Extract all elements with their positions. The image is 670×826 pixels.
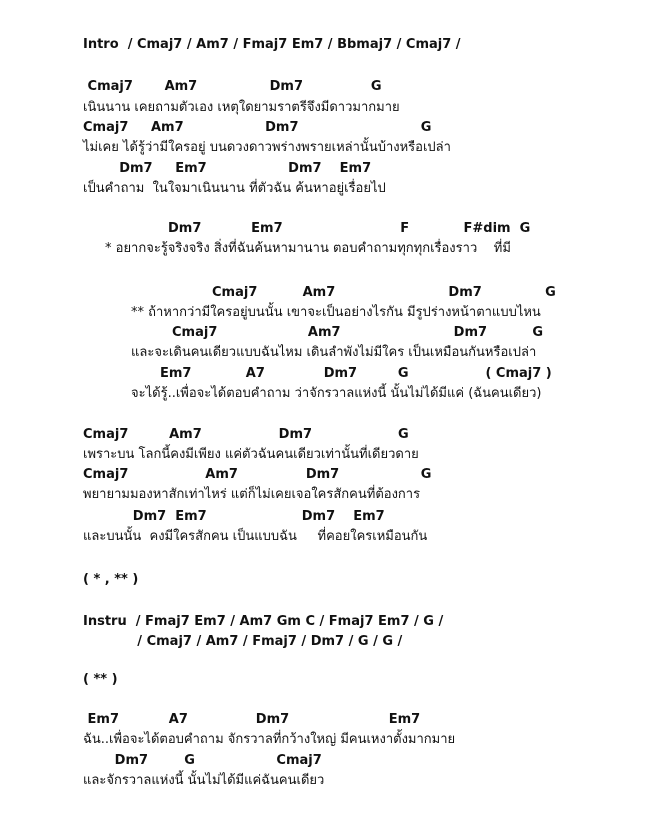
lyric-line: จะได้รู้..เพื่อจะได้ตอบคำถาม ว่าจักรวาลแห่งนี้ นั้นไม่ได้มีแค่ (ฉันคนเดียว): [131, 386, 542, 401]
chord-line: Dm7 Em7 F F#dim G: [168, 221, 531, 236]
lyric-line: ไม่เคย ได้รู้ว่ามีใครอยู่ บนดวงดาวพร่างพรายเหล่านั้นบ้างหรือเปล่า: [83, 140, 451, 155]
repeat-marker: ( ** ): [83, 672, 118, 687]
lyric-line: เนินนาน เคยถามตัวเอง เหตุใดยามราตรีจึงมีดาวมากมาย: [83, 100, 400, 115]
lyric-line: พยายามมองหาสักเท่าไหร่ แต่ก็ไม่เคยเจอใครสักคนที่ต้องการ: [83, 487, 421, 502]
chord-line: Dm7 Em7 Dm7 Em7: [83, 509, 385, 524]
lyric-line: เป็นคำถาม ในใจมาเนินนาน ที่ตัวฉัน ค้นหาอยู่เรื่อยไป: [83, 181, 386, 196]
lyric-line-chorus: ** ถ้าหากว่ามีใครอยู่บนนั้น เขาจะเป็นอย่างไรกัน มีรูปร่างหน้าตาแบบไหน: [131, 305, 541, 320]
chord-line: Em7 A7 Dm7 G ( Cmaj7 ): [160, 366, 552, 381]
lyric-line: และบนนั้น คงมีใครสักคน เป็นแบบฉัน ที่คอยใครเหมือนกัน: [83, 529, 428, 544]
lyric-line: เพราะบน โลกนี้คงมีเพียง แค่ตัวฉันคนเดียวเท่านั้นที่เดียวดาย: [83, 447, 419, 462]
intro-line: Intro / Cmaj7 / Am7 / Fmaj7 Em7 / Bbmaj7 / Cmaj7 /: [83, 37, 461, 52]
repeat-marker: ( * , ** ): [83, 572, 139, 587]
lyric-line: และจะเดินคนเดียวแบบฉันไหม เดินลำพังไม่มีใคร เป็นเหมือนกันหรือเปล่า: [131, 345, 537, 360]
chord-line: Dm7 Em7 Dm7 Em7: [83, 161, 372, 176]
chord-line: Cmaj7 Am7 Dm7 G: [83, 79, 382, 94]
chord-line: Cmaj7 Am7 Dm7 G: [172, 325, 543, 340]
chord-line: Cmaj7 Am7 Dm7 G: [83, 120, 432, 135]
chord-line: Cmaj7 Am7 Dm7 G: [83, 427, 409, 442]
lyric-line: ฉัน..เพื่อจะได้ตอบคำถาม จักรวาลที่กว้างใหญ่ มีคนเหงาตั้งมากมาย: [83, 732, 456, 747]
lyric-line-prechorus: * อยากจะรู้จริงจริง สิ่งที่ฉันค้นหามานาน ตอบคำถามทุกทุกเรื่องราว ที่มี: [105, 241, 511, 256]
instru-line: / Cmaj7 / Am7 / Fmaj7 / Dm7 / G / G /: [83, 634, 403, 649]
chord-line: Cmaj7 Am7 Dm7 G: [83, 467, 432, 482]
chord-line: Cmaj7 Am7 Dm7 G: [212, 285, 556, 300]
chord-line: Dm7 G Cmaj7: [83, 753, 322, 768]
chord-line: Em7 A7 Dm7 Em7: [83, 712, 421, 727]
instru-line: Instru / Fmaj7 Em7 / Am7 Gm C / Fmaj7 Em7 / G /: [83, 614, 444, 629]
lyric-line: และจักรวาลแห่งนี้ นั้นไม่ได้มีแค่ฉันคนเดียว: [83, 773, 325, 788]
